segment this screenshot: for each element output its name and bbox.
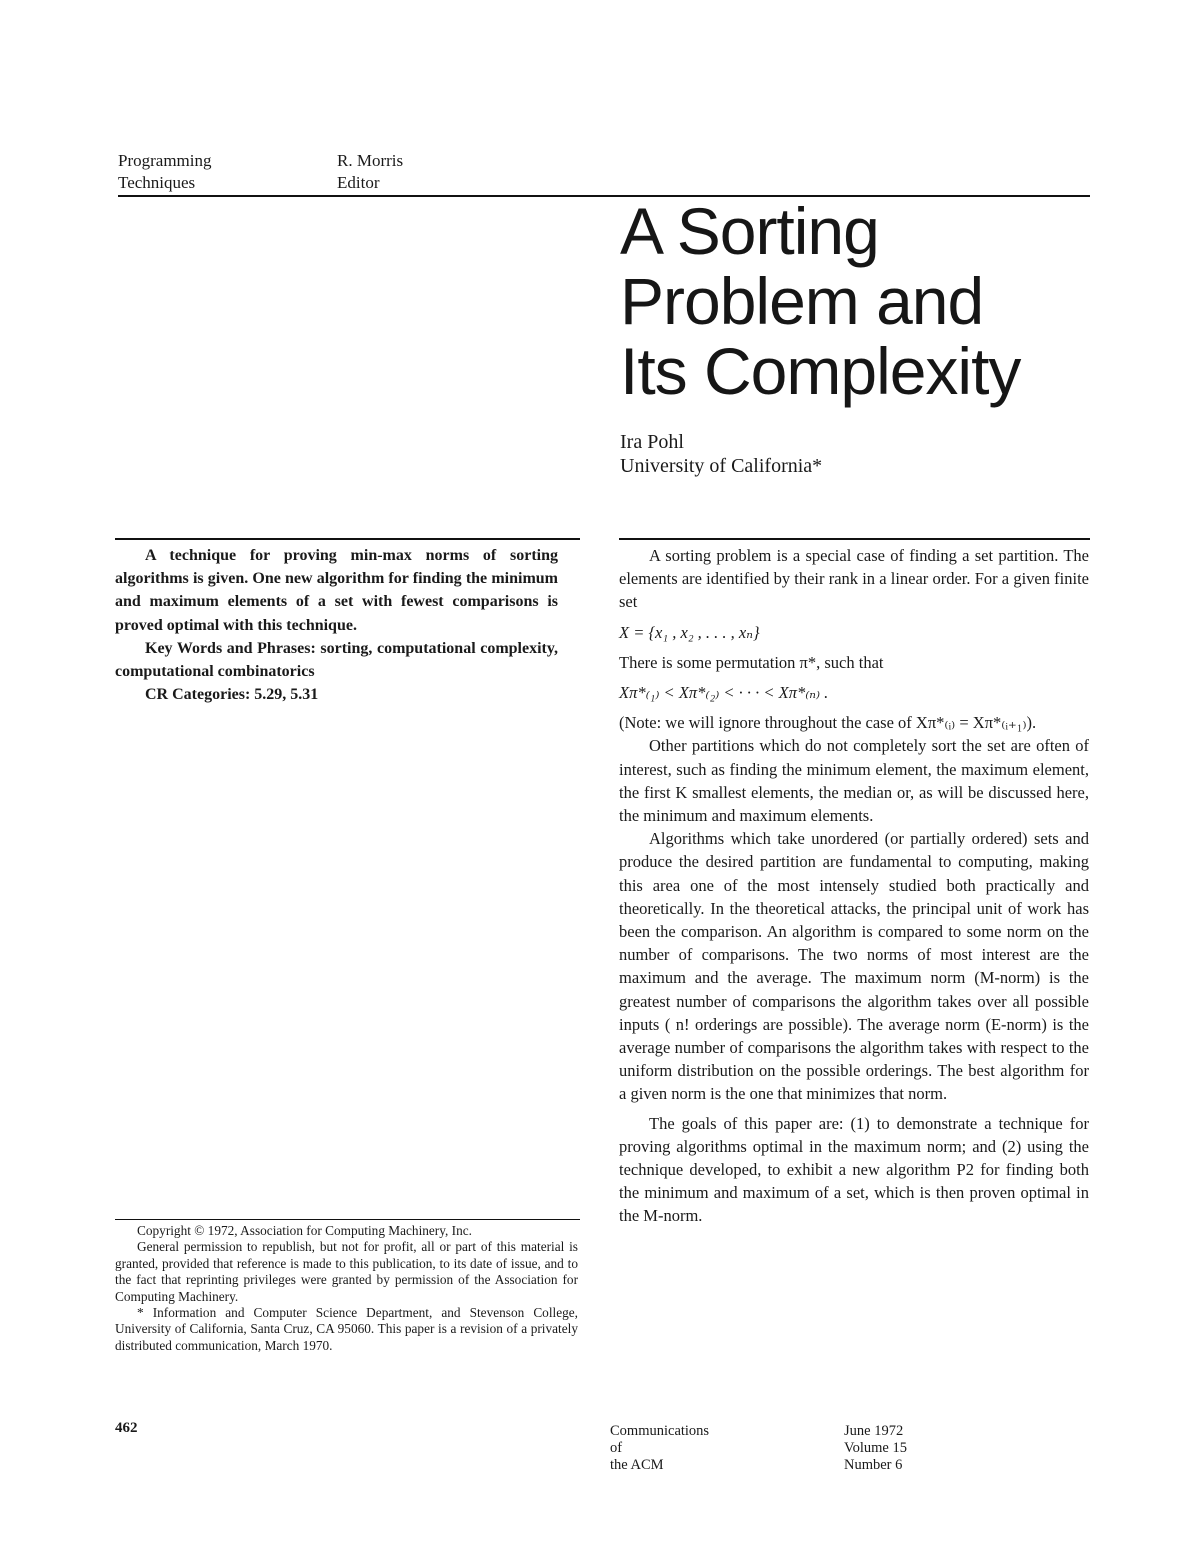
equation-ordering: Xπ*₍₁₎ < Xπ*₍₂₎ < · · · < Xπ*₍ₙ₎ .: [619, 683, 829, 703]
footnote-rule: [115, 1219, 580, 1220]
journal-line-1: Communications: [610, 1423, 710, 1439]
body-paragraph: The goals of this paper are: (1) to demonstrate a technique for proving algorithms optimal in the maximum norm; and (2) using the technique developed, to exhibit a new algorithm P2 for finding both the minimum and maximum of a set, which is then proven optimal in the M-norm.: [619, 1113, 1089, 1226]
editor-name: R. Morris: [337, 151, 404, 170]
issue-volume: Volume 15: [844, 1440, 907, 1456]
page-title: [620, 196, 1140, 406]
journal-line-2: of: [610, 1440, 623, 1456]
body-paragraph: A sorting problem is a special case of finding a set partition. The elements are identified by their rank in a linear order. For a given finite set: [619, 546, 1089, 612]
author-block: [620, 430, 1120, 478]
editor-role: Editor: [337, 173, 380, 192]
abstract-keywords: Key Words and Phrases: sorting, computational complexity, computational combinatorics: [115, 639, 558, 681]
body-paragraph: There is some permutation π*, such that: [619, 652, 884, 672]
body-note: (Note: we will ignore throughout the case of Xπ*₍ᵢ₎ = Xπ*₍ᵢ₊₁₎).: [619, 713, 1037, 733]
abstract-summary: A technique for proving min-max norms of sorting algorithms is given. One new algorithm for finding the minimum and maximum elements of a set with fewest comparisons is proved optimal with this technique.: [115, 547, 558, 634]
section-line-1: Programming: [118, 151, 212, 170]
editor-block: [337, 150, 537, 194]
equation-set: X = {x₁ , x₂ , . . . , xₙ}: [619, 622, 760, 642]
issue-date: June 1972: [844, 1423, 904, 1439]
issue-number: Number 6: [844, 1457, 903, 1473]
title-line-2: Problem and: [620, 264, 984, 338]
permission-note: General permission to republish, but not for profit, all or part of this material is granted, provided that reference is made to this publication, to its date of issue, and to the fact that reprinting privileges were granted by permission of the Association for Computing Machinery.: [115, 1239, 578, 1304]
abstract: [115, 544, 558, 706]
author-name: Ira Pohl: [620, 431, 684, 453]
section-line-2: Techniques: [118, 173, 196, 192]
body-rule: [619, 538, 1090, 540]
body-paragraph: Algorithms which take unordered (or partially ordered) sets and produce the desired partition are fundamental to computing, making this area one of the most intensely studied both practically and theoretically. In the theoretical attacks, the principal unit of work has been the comparison. An algorithm is compared to some norm on the number of comparisons. The two norms of most interest are the maximum and the average. The maximum norm (M-norm) is the greatest number of comparisons the algorithm takes over all possible inputs ( n! orderings are possible). The average norm (E-norm) is the average number of comparisons the algorithm takes with respect to the uniform distribution on the possible orderings. The best algorithm for a given norm is the one that minimizes that norm.: [619, 829, 1089, 1104]
abstract-rule: [115, 538, 580, 540]
section-label: [118, 150, 318, 194]
copyright-line: Copyright © 1972, Association for Computing Machinery, Inc.: [137, 1223, 472, 1238]
footer-journal: [610, 1423, 810, 1474]
affiliation-footnote: * Information and Computer Science Department, and Stevenson College, University of California, Santa Cruz, CA 95060. This paper is a revision of a privately distributed communication, March 1970.: [115, 1305, 578, 1353]
journal-line-3: the ACM: [610, 1457, 664, 1473]
body-paragraph: Other partitions which do not completely sort the set are often of interest, such as finding the minimum element, the maximum element, the first K smallest elements, the median or, as will be discussed here, the minimum and maximum elements.: [619, 736, 1089, 826]
body-text: [619, 544, 1089, 1228]
title-line-3: Its Complexity: [620, 334, 1021, 408]
page-number: 462: [115, 1420, 138, 1436]
abstract-cr-categories: CR Categories: 5.29, 5.31: [145, 686, 319, 704]
title-line-1: A Sorting: [620, 194, 879, 268]
footer-issue: [844, 1423, 1044, 1474]
author-affiliation: University of California*: [620, 455, 823, 477]
footnotes: [115, 1223, 578, 1354]
